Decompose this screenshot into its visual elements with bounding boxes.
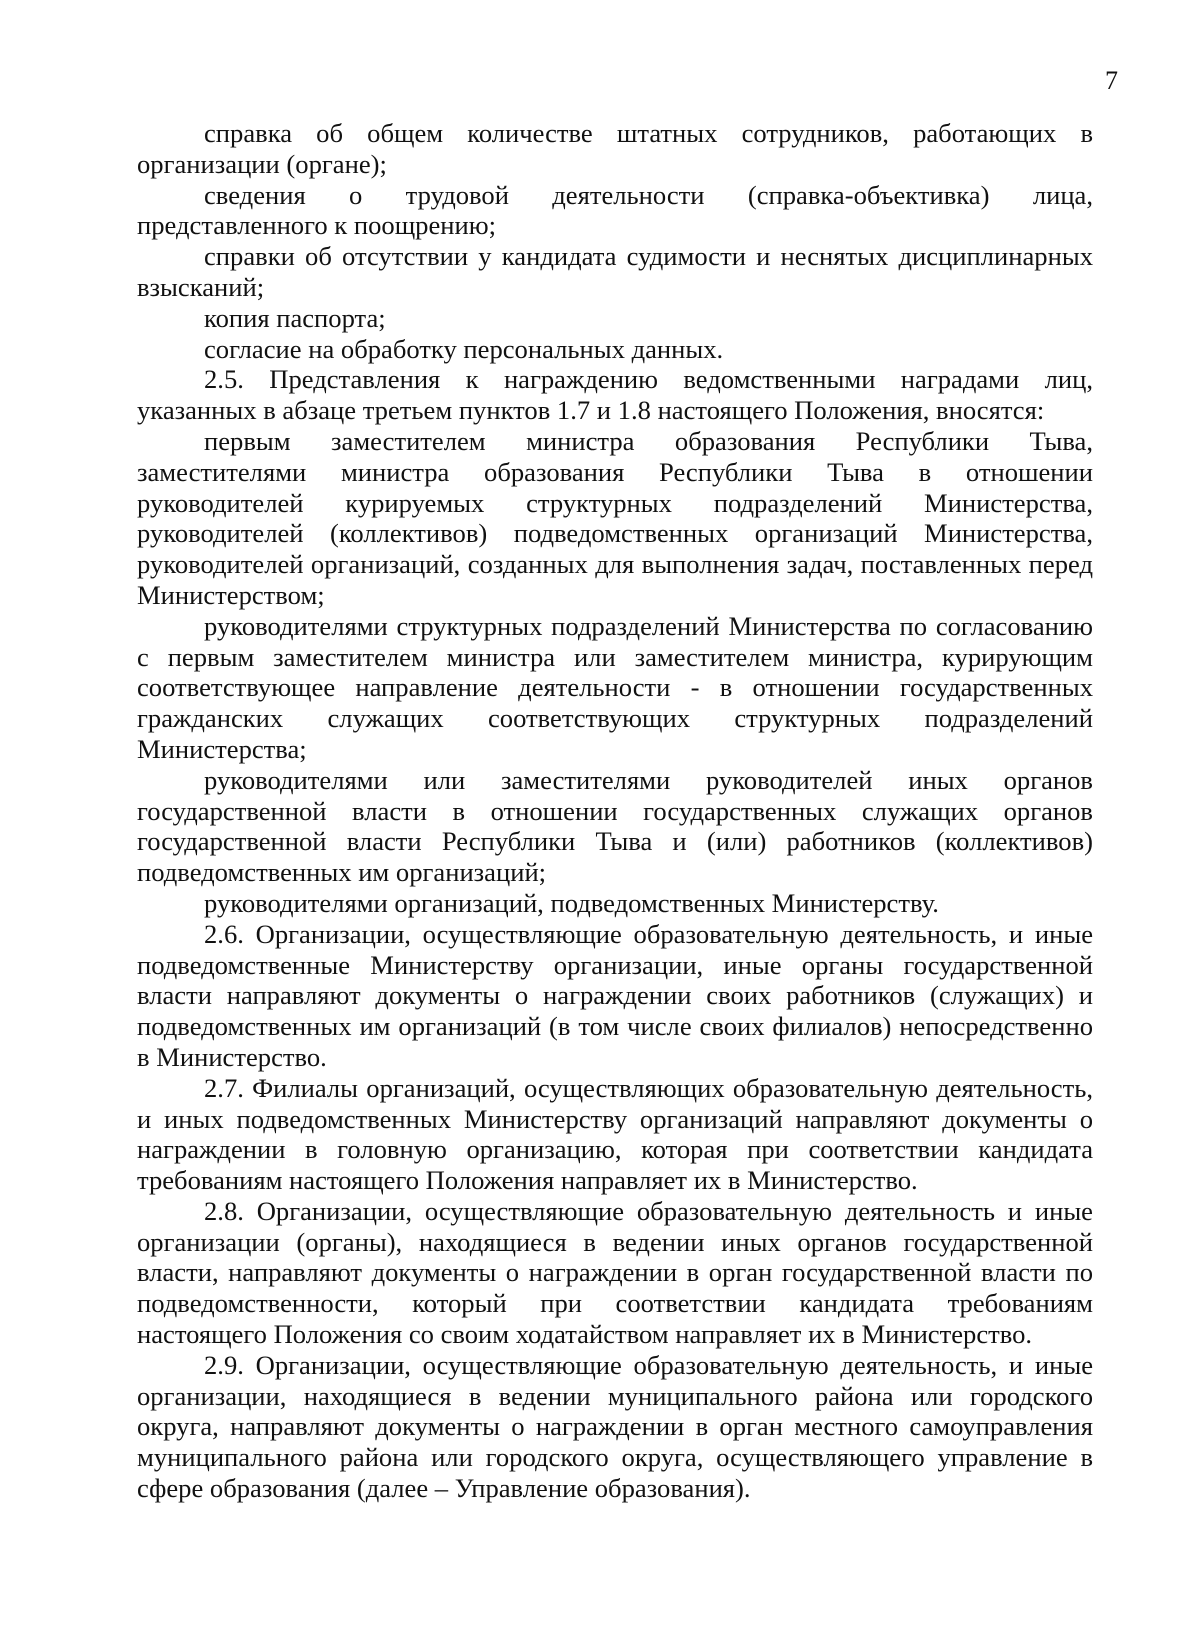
page-number: 7 bbox=[1105, 66, 1118, 95]
paragraph-passport-copy: копия паспорта; bbox=[204, 302, 386, 333]
paragraph-structural-unit-heads: руководителями структурных подразделений Министерства по согласованию с первым заместителем министра или заместителем министра, курирующим соответствующее направление деятельности - в отношении государственных гражданских служащих соответствующих структурных подразделений Министерства; bbox=[137, 610, 1093, 764]
paragraph-2-6: 2.6. Организации, осуществляющие образовательную деятельность, и иные подведомственные Министерству организации, иные органы государственной власти направляют документы о награждении своих работников (служащих) и подведомственных им организаций (в том числе своих филиалов) непосредственно в Министерство. bbox=[137, 918, 1093, 1072]
paragraph-organization-heads: руководителями организаций, подведомственных Министерству. bbox=[204, 887, 939, 918]
paragraph-first-deputy-minister: первым заместителем министра образования Республики Тыва, заместителями министра образования Республики Тыва в отношении руководителей курируемых структурных подразделений Министерства, руководителей (коллективов) подведомственных организаций Министерства, руководителей организаций, созданных для выполнения задач, поставленных перед Министерством; bbox=[137, 425, 1093, 610]
paragraph-other-authorities-heads: руководителями или заместителями руководителей иных органов государственной власти в отношении государственных служащих органов государственной власти Республики Тыва и (или) работников (коллективов) подведомственных им организаций; bbox=[137, 764, 1093, 888]
paragraph-2-8: 2.8. Организации, осуществляющие образовательную деятельность и иные организации (органы), находящиеся в ведении иных органов государственной власти, направляют документы о награждении в орган государственной власти по подведомственности, который при соответствии кандидата требованиям настоящего Положения со своим ходатайством направляет их в Министерство. bbox=[137, 1195, 1093, 1350]
paragraph-2-5: 2.5. Представления к награждению ведомственными наградами лиц, указанных в абзаце третьем пунктов 1.7 и 1.8 настоящего Положения, вносятся: bbox=[137, 364, 1093, 426]
paragraph-personal-data-consent: согласие на обработку персональных данных. bbox=[204, 333, 724, 364]
paragraph-no-criminal-record: справки об отсутствии у кандидата судимости и неснятых дисциплинарных взысканий; bbox=[137, 241, 1093, 302]
paragraph-employment-info: сведения о трудовой деятельности (справка-объективка) лица, представленного к поощрению; bbox=[137, 179, 1093, 241]
paragraph-staff-count-certificate: справка об общем количестве штатных сотрудников, работающих в организации (органе); bbox=[137, 118, 1093, 179]
paragraph-2-7: 2.7. Филиалы организаций, осуществляющих образовательную деятельность, и иных подведомственных Министерству организаций направляют документы о награждении в головную организацию, которая при соответствии кандидата требованиям настоящего Положения направляет их в Министерство. bbox=[137, 1072, 1093, 1196]
document-body bbox=[137, 118, 1093, 1504]
paragraph-2-9: 2.9. Организации, осуществляющие образовательную деятельность, и иные организации, находящиеся в ведении муниципального района или городского округа, направляют документы о награждении в орган местного самоуправления муниципального района или городского округа, осуществляющего управление в сфере образования (далее – Управление образования). bbox=[137, 1349, 1093, 1504]
